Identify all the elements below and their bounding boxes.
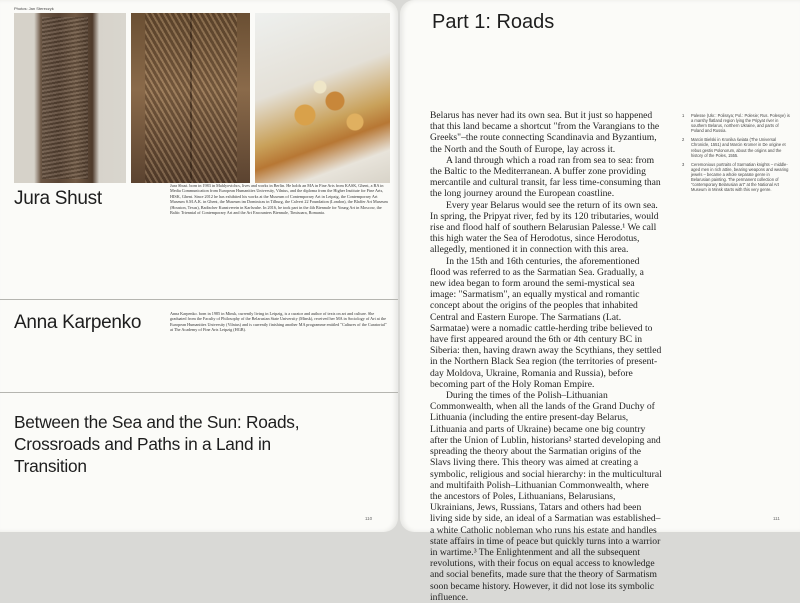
footnote-number: 3 [682,161,685,167]
footnote-text: Ceremonious portraits of Sarmatian knights – middle-aged men in rich attire, bearing weapons and wearing jewels – became a whole separate genre in Belarusian painting. The permanent collection of "contemporary Belarusian art" at the National Art Museum in Minsk starts with this very genre. [691,161,789,193]
footnote-number: 1 [682,113,685,118]
paragraph: In the 15th and 16th centuries, the aforementioned flood was referred to as the Sarmatian Sea. Gradually, a new idea began to form around the semi-mystical sea image: "Sarmatism", an equally mystical and romantic concept about the origins of the peoples that inhabited Central and Eastern Europe. The Sarmatians (Lat. Sarmatae) were a nomadic cattle-herding tribe believed to have first appeared around the 6th or 4th century BC in Siberia: then, having drawn away the Scythians, they settled in the Northern Black Sea region (the territories of present-day Moldova, Ukraine, Romania and Russia), before becoming part of the Holy Roman Empire. [430,255,662,390]
part-title: Part 1: Roads [432,11,555,33]
divider [0,299,398,300]
right-page [400,0,800,603]
page-number: 110 [365,516,373,521]
divider [0,392,398,393]
body-text [430,110,662,603]
photo-carved-wood-closeup [131,13,250,183]
footnote-text: Marcin Bielski in Kronika świata (The Universal Chronicle, 1551) and Marcin Kromer in De origine et rebus gestis Polonorum, about the origins and the history of the Poles, 1555. [691,137,786,158]
photo-credit: Photos: Jan Stereczyk [14,6,54,11]
footnote-text: Palesse (Ukr.: Polissya; Pol.: Polesie; Rus. Polesye) is a marshy flatland region lying the Pripyat river in southern Belarus, northern Ukraine, and parts of Poland and Russia. [691,113,790,134]
artist-name-anna-karpenko: Anna Karpenko [14,312,142,333]
page-number: 111 [773,516,780,521]
photo-strip [14,13,390,183]
footnote-number: 2 [682,137,685,143]
footnotes [682,113,790,196]
artist-name-jura-shust: Jura Shust [14,188,102,209]
paragraph: Every year Belarus would see the return of its own sea. In spring, the Pripyat river, fed by its 120 tributaries, would rise and flood half of southern Belarusian Palesse.¹ We call this high water the Sea of Herodotus, since Herodotus, allegedly, mentioned it in connection with this area. [430,199,659,256]
paragraph: Belarus has never had its own sea. But it just so happened that this land became a shortcut "from the Varangians to the Greeks"–the route connecting Scandinavia and Byzantium, the North and the South of Europe, lay across it. [430,110,660,155]
paragraph: During the times of the Polish–Lithuanian Commonwealth, when all the lands of the Grand Duchy of Lithuania (including the entire present-day Belarus, Lithuania and parts of Ukraine) became one big country after the Union of Lublin, historians² started developing and spreading the theory about the Sarmatian origins of the Slavs living there. This theory was aimed at creating a symbolic, religious and social hierarchy: in the multicultural and multifaith Polish–Lithuanian Commonwealth, where the ancestors of Poles, Lithuanians, Belarusians, Ukrainians, Jews, Russians, Tatars and others had been living side by side, an ideal of a Sarmatian was established–a white Catholic nobleman who runs his estate and handles state affairs in time of peace but quickly turns into a warrior in wartime.³ The Enlightenment and all the subsequent revolutions, with their focus on equal access to knowledge and social benefits, made sure that the theory of Sarmatism soon became history. However, it did not lose its symbolic influence. [430,390,662,603]
footnote [682,162,790,193]
photo-carved-wooden-post [14,13,126,183]
artist-bio-anna-karpenko: Anna Karpenko. born in 1985 in Minsk, currently living in Leipzig, is a curator and author of texts on art and culture. She graduated from the Faculty of Philosophy of the Belarusian State University (Minsk), received her MA in Sociology of Art at the European Humanities University (Vilnius) and is currently finishing another MA programme entitled "Cultures of the Curatorial" at The Academy of Fine Arts Leipzig (HGB). [170,311,387,333]
left-page [0,0,398,532]
footnote [682,113,790,133]
artist-bio-jura-shust: Jura Shust. born in 1983 in Mahlyovichcs, lives and works in Berlin. He holds an MA in Fine Arts from KASK, Ghent, a BA in Media Communication from European Humanities University, Vilnius, and the diploma from the Higher Institute for Fine Arts, HISK, Ghent. Since 2012 he has exhibited his works at the Museum of Contemporary Art in Leipzig, the Contemporary Art Museum S.M.A.K. in Ghent, the Museum im Dominicas in Tilburg, the Calvert 22 Foundation (London), the Blaffer Art Museum (Houston, Texas), Badischer Kunstverein in Karlsruhe. In 2016, he took part in the 4th Biennale for Young Art in Moscow, the Baltic Triennial of Contemporary Art and the Art Encounters Biennale, Timisoara, Romania. [170,183,388,216]
book-title: Between the Sea and the Sun: Roads, Crossroads and Paths in a Land in Transition [14,412,300,476]
footnote [682,137,790,157]
paragraph: A land through which a road ran from sea to sea: from the Baltic to the Mediterranean. A buffer zone providing mercantile and cultural transit, far less time-consuming than the long journey around the European coastline. [430,154,661,200]
photo-amber-installation [255,13,390,183]
